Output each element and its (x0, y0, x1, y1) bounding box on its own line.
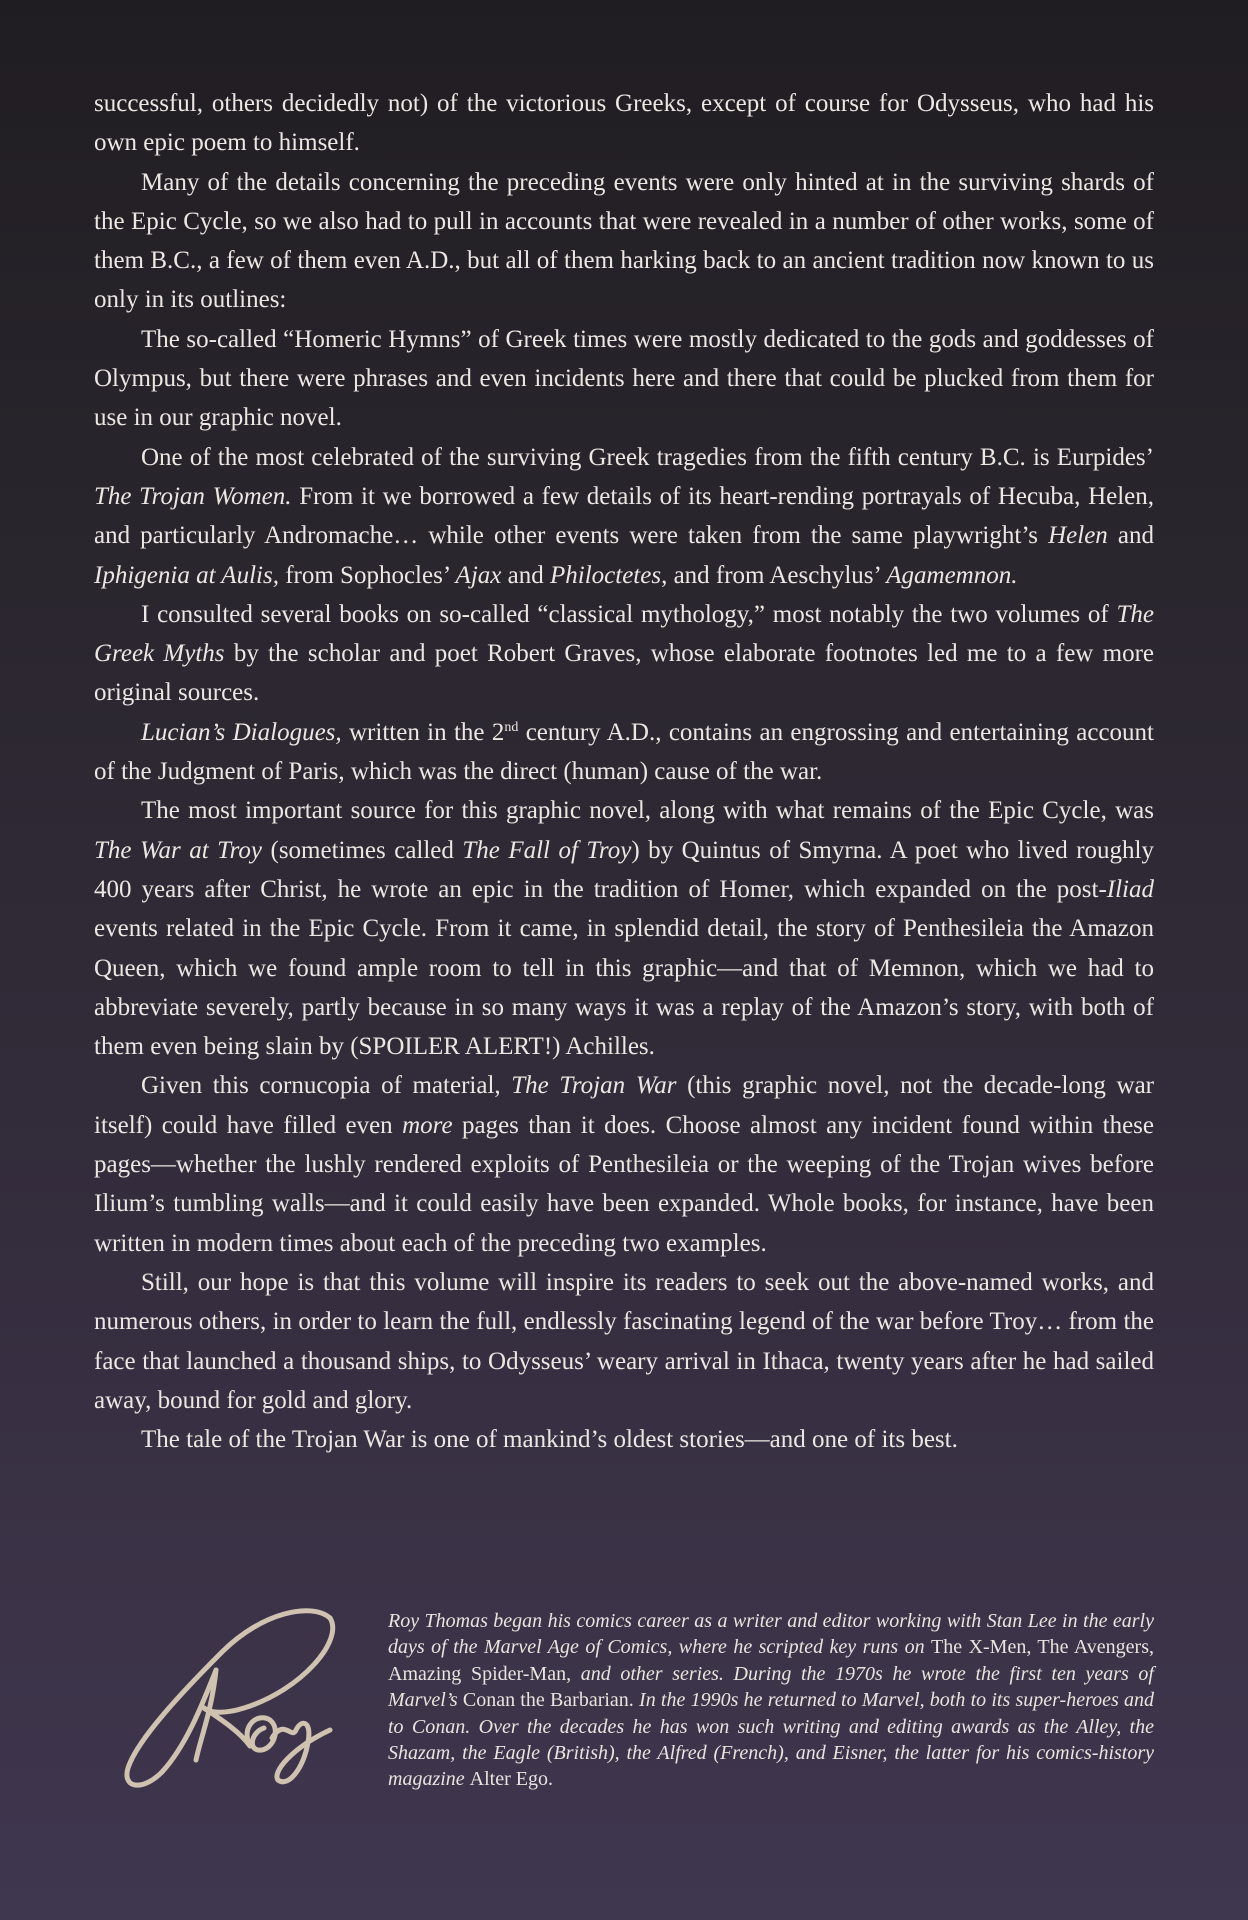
text-run: and (1107, 522, 1154, 550)
italic-title: Iliad (1106, 875, 1154, 903)
italic-title: Iphigenia at Aulis, (94, 561, 279, 589)
text-run: events related in the Epic Cycle. From it came, in splendid detail, the story of Penthesileia the Amazon Queen, which we found ample room to tell in this graphic—and that of Memnon, which we had to abbreviate severely, partly because in so many ways it was a replay of the Amazon’s story, with both of them even being slain by (SPOILER ALERT!) Achilles. (94, 915, 1154, 1061)
italic-title: Lucian’s Dialogues, (141, 718, 342, 746)
text-run: Given this cornucopia of material, (141, 1072, 512, 1100)
superscript: nd (504, 719, 519, 735)
signature (112, 1600, 362, 1800)
text-run: from Sophocles’ (278, 561, 456, 589)
author-bio (388, 1608, 1154, 1793)
text-run: , and from Aeschylus’ (661, 561, 887, 589)
bio-title: Alter Ego. (469, 1768, 553, 1791)
italic-title: Philoctetes (549, 561, 662, 589)
text-run: From it we borrowed a few details of its heart-rending portrayals of Hecuba, Helen, and particularly Andromache… while other events were taken from the same playwright’s (94, 482, 1155, 550)
italic-title: The Trojan War (511, 1072, 677, 1100)
body-paragraph (94, 1420, 1154, 1459)
text-run: pages than it does. Choose almost any incident found within these pages—whether the lushly rendered exploits of Penthesileia or the weeping of the Trojan wives before Ilium’s tumbling walls—and it could easily have been expanded. Whole books, for instance, have been written in modern times about each of the preceding two examples. (94, 1111, 1154, 1257)
italic-title: The War at Troy (94, 836, 263, 864)
body-paragraph (94, 320, 1154, 438)
text-run: century A.D., contains an engrossing and entertaining account of the Judgment of Paris, which was the direct (human) cause of the war. (94, 718, 1154, 786)
italic-title: more (402, 1111, 453, 1139)
bio-text: In the 1990s he returned to Marvel, both to its super-heroes and to Conan. Over the decades he has won such writing and editing awards as the Alley, the Shazam, the Eagle (British), the Alfred (French), and Eisner, the latter for his comics-history magazine (388, 1689, 1155, 1791)
text-run: I consulted several books on so-called “classical mythology,” most notably the two volumes of (141, 600, 1117, 628)
body-text (94, 84, 1154, 1459)
text-run: One of the most celebrated of the surviving Greek tragedies from the fifth century B.C. is Eurpides’ (141, 443, 1154, 471)
text-run: The so-called “Homeric Hymns” of Greek times were mostly dedicated to the gods and goddesses of Olympus, but there were phrases and even incidents here and there that could be plucked from them for use in our graphic novel. (94, 325, 1154, 432)
text-run: and (501, 561, 550, 589)
text-run: written in the 2 (341, 718, 505, 746)
signature-graphic (112, 1600, 362, 1800)
body-paragraph (94, 595, 1154, 713)
text-run: successful, others decidedly not) of the victorious Greeks, except of course for Odysseus, who had his own epic poem to himself. (94, 90, 1154, 157)
text-run: Still, our hope is that this volume will inspire its readers to seek out the above-named works, and numerous others, in order to learn the full, endlessly fascinating legend of the war before Troy… from the face that launched a thousand ships, to Odysseus’ weary arrival in Ithaca, twenty years after he had sailed away, bound for gold and glory. (94, 1268, 1154, 1414)
italic-title: Ajax (455, 561, 502, 589)
text-run: by the scholar and poet Robert Graves, whose elaborate footnotes led me to a few more original sources. (94, 640, 1154, 707)
body-paragraph (94, 84, 1154, 163)
text-run: The most important source for this graphic novel, along with what remains of the Epic Cycle, was (141, 797, 1154, 825)
body-paragraph (94, 163, 1154, 320)
italic-title: The Greek Myths (94, 600, 1154, 668)
body-paragraph (94, 791, 1154, 1066)
bio-title: The X-Men, The Avengers, Amazing Spider-Man, (388, 1636, 1154, 1685)
text-run: (this graphic novel, not the decade-long war itself) could have filled even (94, 1072, 1155, 1139)
body-paragraph (94, 713, 1154, 792)
italic-title: The Fall of Troy (462, 836, 632, 864)
bio-text: Roy Thomas began his comics career as a writer and editor working with Stan Lee in the early days of the Marvel Age of Comics, where he scripted key runs on (388, 1610, 1154, 1659)
body-paragraph (94, 438, 1154, 595)
bio-title: Conan the Barbarian. (462, 1689, 634, 1712)
text-run: Many of the details concerning the preceding events were only hinted at in the surviving shards of the Epic Cycle, so we also had to pull in accounts that were revealed in a number of other works, some of them B.C., a few of them even A.D., but all of them harking back to an ancient tradition now known to us only in its outlines: (94, 168, 1154, 314)
italic-title: The Trojan Women. (94, 482, 292, 510)
italic-title: Helen (1048, 522, 1108, 550)
body-paragraph (94, 1066, 1154, 1262)
text-run: (sometimes called (262, 836, 463, 864)
bio-text: and other series. During the 1970s he wrote the first ten years of Marvel’s (388, 1662, 1154, 1712)
text-run: The tale of the Trojan War is one of mankind’s oldest stories—and one of its best. (141, 1426, 958, 1454)
body-paragraph (94, 1263, 1154, 1420)
italic-title: Agamemnon. (886, 561, 1018, 589)
text-run: ) by Quintus of Smyrna. A poet who lived roughly 400 years after Christ, he wrote an epic in the tradition of Homer, which expanded on the post- (94, 836, 1154, 903)
